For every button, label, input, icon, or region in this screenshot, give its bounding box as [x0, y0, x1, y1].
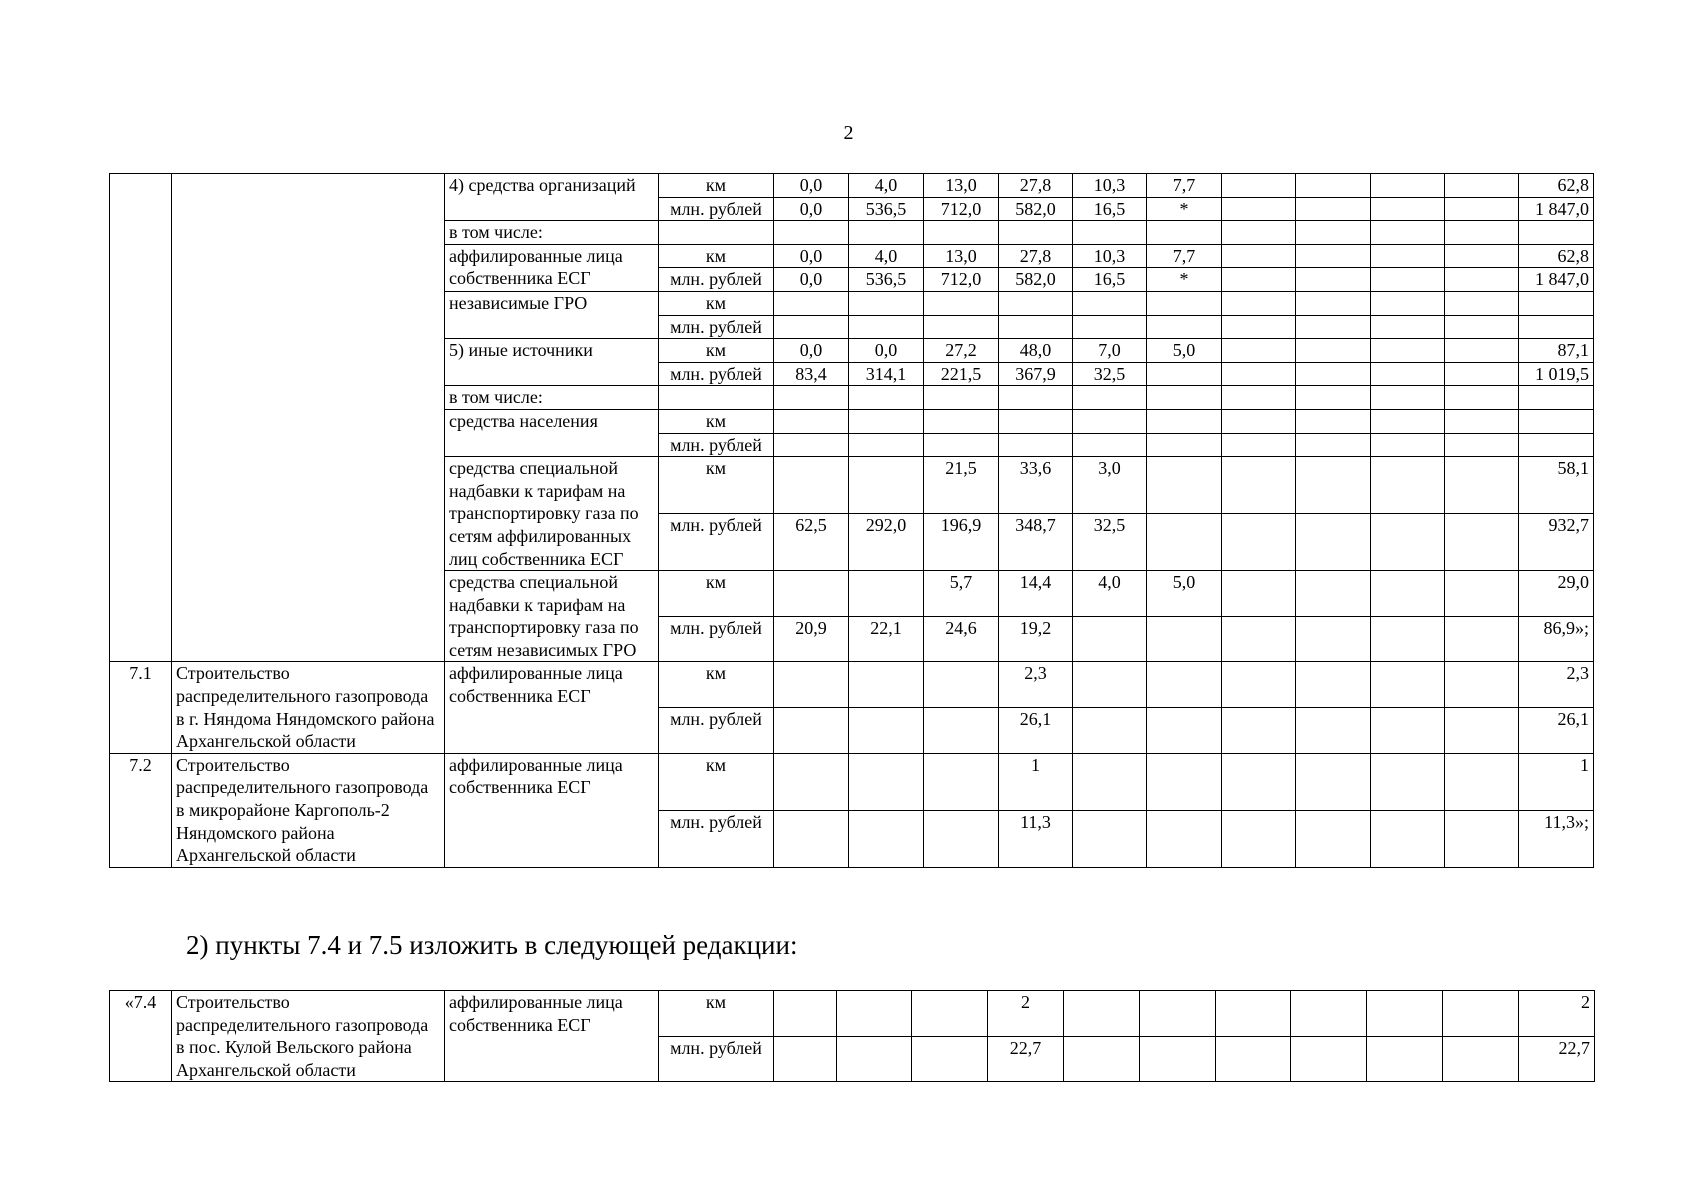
value-cell: [999, 409, 1073, 433]
value-cell: 0,0: [774, 174, 849, 198]
value-cell: [1371, 616, 1445, 662]
value-cell: [774, 810, 849, 867]
value-cell: [1296, 174, 1371, 198]
value-cell: [837, 1036, 912, 1082]
value-cell: [1147, 386, 1222, 410]
value-cell: [849, 291, 924, 315]
unit-km: км: [659, 291, 774, 315]
value-cell: [999, 291, 1073, 315]
unit-rub: млн. рублей: [659, 514, 774, 571]
value-cell: 83,4: [774, 362, 849, 386]
value-cell: [774, 386, 849, 410]
value-cell: [1147, 708, 1222, 754]
value-cell: [837, 991, 912, 1037]
value-cell: 0,0: [774, 197, 849, 221]
value-cell: [924, 662, 999, 708]
value-cell: [1296, 662, 1371, 708]
value-cell: [774, 991, 837, 1037]
value-cell: 24,6: [924, 616, 999, 662]
value-cell: 292,0: [849, 514, 924, 571]
value-cell: [1445, 409, 1519, 433]
value-cell: [849, 662, 924, 708]
value-cell: [1371, 810, 1445, 867]
value-cell: 7,7: [1147, 244, 1222, 268]
source-label: средства населения: [445, 409, 659, 456]
value-cell: [1445, 571, 1519, 617]
value-cell: [1216, 1036, 1291, 1082]
source-label: в том числе:: [445, 386, 659, 410]
value-cell: [774, 433, 849, 457]
value-cell: [1147, 433, 1222, 457]
value-cell: [924, 708, 999, 754]
value-cell: [1371, 362, 1445, 386]
value-cell: [849, 386, 924, 410]
value-cell: [1445, 386, 1519, 410]
item-name: Строительство распределительного газопровода в микрорайоне Каргополь-2 Няндомского района Архангельской области: [172, 753, 445, 867]
value-cell: [774, 571, 849, 617]
page-number: 2: [843, 122, 854, 144]
unit-km: км: [659, 174, 774, 198]
instruction-text: 2) пункты 7.4 и 7.5 изложить в следующей редакции:: [186, 930, 798, 960]
value-cell: [1222, 810, 1296, 867]
value-cell: [924, 291, 999, 315]
value-cell: [774, 221, 849, 245]
value-cell: [924, 315, 999, 339]
value-cell: [1073, 221, 1147, 245]
source-label: в том числе:: [445, 221, 659, 245]
value-cell: 1: [1519, 753, 1594, 810]
unit-rub: млн. рублей: [659, 197, 774, 221]
value-cell: 16,5: [1073, 268, 1147, 292]
value-cell: [912, 1036, 988, 1082]
value-cell: 932,7: [1519, 514, 1594, 571]
value-cell: [1296, 197, 1371, 221]
source-label: 5) иные источники: [445, 339, 659, 386]
unit-rub: млн. рублей: [659, 616, 774, 662]
value-cell: 582,0: [999, 268, 1073, 292]
value-cell: [912, 991, 988, 1037]
value-cell: 26,1: [999, 708, 1073, 754]
value-cell: 2,3: [999, 662, 1073, 708]
value-cell: 1 847,0: [1519, 268, 1594, 292]
value-cell: [1371, 708, 1445, 754]
value-cell: [1222, 514, 1296, 571]
value-cell: [1445, 514, 1519, 571]
value-cell: [1519, 409, 1594, 433]
value-cell: [1222, 244, 1296, 268]
source-label: средства специальной надбавки к тарифам на транспортировку газа по сетям независимых ГРО: [445, 571, 659, 662]
item-number-cell: [110, 174, 172, 662]
value-cell: 62,5: [774, 514, 849, 571]
value-cell: [1296, 315, 1371, 339]
value-cell: 712,0: [924, 197, 999, 221]
value-cell: [1296, 708, 1371, 754]
value-cell: [1140, 1036, 1216, 1082]
value-cell: [1222, 362, 1296, 386]
value-cell: [849, 571, 924, 617]
value-cell: [1519, 386, 1594, 410]
value-cell: 32,5: [1073, 362, 1147, 386]
value-cell: [1445, 362, 1519, 386]
value-cell: [774, 1036, 837, 1082]
value-cell: [1216, 991, 1291, 1037]
source-label: аффилированные лица собственника ЕСГ: [445, 991, 659, 1082]
source-label: независимые ГРО: [445, 291, 659, 338]
value-cell: [1147, 616, 1222, 662]
value-cell: 11,3»;: [1519, 810, 1594, 867]
value-cell: [1222, 753, 1296, 810]
unit-rub: млн. рублей: [659, 1036, 774, 1082]
value-cell: 13,0: [924, 174, 999, 198]
value-cell: *: [1147, 268, 1222, 292]
value-cell: 5,7: [924, 571, 999, 617]
value-cell: [1519, 315, 1594, 339]
value-cell: [1073, 753, 1147, 810]
value-cell: [1371, 433, 1445, 457]
value-cell: 27,8: [999, 174, 1073, 198]
value-cell: 2: [1519, 991, 1595, 1037]
value-cell: [1296, 616, 1371, 662]
value-cell: 11,3: [999, 810, 1073, 867]
value-cell: [1296, 362, 1371, 386]
value-cell: [849, 409, 924, 433]
value-cell: [924, 810, 999, 867]
value-cell: [1073, 409, 1147, 433]
value-cell: [1222, 708, 1296, 754]
value-cell: [1296, 810, 1371, 867]
value-cell: [1073, 386, 1147, 410]
table-row: [110, 991, 1595, 1037]
value-cell: 314,1: [849, 362, 924, 386]
value-cell: 87,1: [1519, 339, 1594, 363]
value-cell: 7,7: [1147, 174, 1222, 198]
value-cell: [1371, 315, 1445, 339]
value-cell: [1443, 1036, 1519, 1082]
value-cell: 48,0: [999, 339, 1073, 363]
value-cell: [1371, 174, 1445, 198]
unit-rub: млн. рублей: [659, 433, 774, 457]
unit-cell: [659, 221, 774, 245]
value-cell: [1147, 221, 1222, 245]
value-cell: [1296, 268, 1371, 292]
value-cell: [1222, 291, 1296, 315]
value-cell: [1147, 810, 1222, 867]
unit-km: км: [659, 571, 774, 617]
value-cell: [1371, 339, 1445, 363]
value-cell: [1222, 662, 1296, 708]
value-cell: [1222, 268, 1296, 292]
value-cell: [999, 386, 1073, 410]
value-cell: 2,3: [1519, 662, 1594, 708]
value-cell: [1371, 291, 1445, 315]
value-cell: 29,0: [1519, 571, 1594, 617]
item-number: 7.1: [110, 662, 172, 753]
value-cell: 4,0: [849, 244, 924, 268]
value-cell: 21,5: [924, 457, 999, 514]
value-cell: [1147, 753, 1222, 810]
value-cell: 5,0: [1147, 571, 1222, 617]
source-label: аффилированные лица собственника ЕСГ: [445, 753, 659, 867]
value-cell: [1445, 315, 1519, 339]
value-cell: 0,0: [774, 244, 849, 268]
value-cell: 5,0: [1147, 339, 1222, 363]
value-cell: [1445, 197, 1519, 221]
value-cell: [1147, 662, 1222, 708]
value-cell: 367,9: [999, 362, 1073, 386]
value-cell: [1371, 244, 1445, 268]
value-cell: [924, 221, 999, 245]
value-cell: 16,5: [1073, 197, 1147, 221]
value-cell: [1147, 514, 1222, 571]
unit-cell: [659, 386, 774, 410]
value-cell: [1296, 386, 1371, 410]
value-cell: [1519, 433, 1594, 457]
value-cell: [1371, 221, 1445, 245]
item-number: «7.4: [110, 991, 172, 1082]
value-cell: [1371, 753, 1445, 810]
value-cell: [1445, 457, 1519, 514]
value-cell: [1222, 339, 1296, 363]
value-cell: 0,0: [774, 268, 849, 292]
value-cell: 13,0: [924, 244, 999, 268]
value-cell: 4,0: [849, 174, 924, 198]
unit-km: км: [659, 662, 774, 708]
value-cell: [1445, 174, 1519, 198]
value-cell: [924, 386, 999, 410]
value-cell: [1073, 810, 1147, 867]
source-label: средства специальной надбавки к тарифам на транспортировку газа по сетям аффилированных лиц собственника ЕСГ: [445, 457, 659, 571]
value-cell: [1064, 991, 1140, 1037]
value-cell: 33,6: [999, 457, 1073, 514]
value-cell: [1296, 457, 1371, 514]
unit-rub: млн. рублей: [659, 362, 774, 386]
value-cell: 1 847,0: [1519, 197, 1594, 221]
value-cell: [1371, 268, 1445, 292]
unit-rub: млн. рублей: [659, 268, 774, 292]
item-number: 7.2: [110, 753, 172, 867]
value-cell: 0,0: [774, 339, 849, 363]
value-cell: [1073, 662, 1147, 708]
value-cell: [924, 409, 999, 433]
value-cell: 58,1: [1519, 457, 1594, 514]
value-cell: [1445, 662, 1519, 708]
value-cell: [774, 409, 849, 433]
value-cell: [1222, 409, 1296, 433]
value-cell: [1445, 753, 1519, 810]
value-cell: 27,2: [924, 339, 999, 363]
value-cell: [1296, 291, 1371, 315]
value-cell: 32,5: [1073, 514, 1147, 571]
value-cell: [1296, 409, 1371, 433]
item-name-cell: [172, 174, 445, 662]
value-cell: 582,0: [999, 197, 1073, 221]
value-cell: [1445, 616, 1519, 662]
unit-km: км: [659, 753, 774, 810]
unit-km: км: [659, 339, 774, 363]
value-cell: [1443, 991, 1519, 1037]
value-cell: 536,5: [849, 197, 924, 221]
value-cell: [1371, 409, 1445, 433]
value-cell: [1445, 268, 1519, 292]
value-cell: 1 019,5: [1519, 362, 1594, 386]
unit-km: км: [659, 991, 774, 1037]
value-cell: [1073, 433, 1147, 457]
value-cell: [774, 662, 849, 708]
value-cell: [1371, 571, 1445, 617]
value-cell: [1222, 174, 1296, 198]
value-cell: 22,7: [1519, 1036, 1595, 1082]
value-cell: [1371, 662, 1445, 708]
value-cell: [924, 433, 999, 457]
unit-rub: млн. рублей: [659, 708, 774, 754]
value-cell: [1222, 433, 1296, 457]
unit-rub: млн. рублей: [659, 810, 774, 867]
value-cell: [1222, 386, 1296, 410]
value-cell: [1519, 221, 1594, 245]
value-cell: [1445, 221, 1519, 245]
value-cell: [1445, 810, 1519, 867]
table-row: [110, 753, 1594, 810]
value-cell: 348,7: [999, 514, 1073, 571]
source-label: аффилированные лица собственника ЕСГ: [445, 244, 659, 291]
value-cell: [1073, 315, 1147, 339]
value-cell: [924, 753, 999, 810]
value-cell: [1147, 457, 1222, 514]
value-cell: [1371, 514, 1445, 571]
value-cell: 22,7: [988, 1036, 1064, 1082]
value-cell: [849, 457, 924, 514]
value-cell: [1296, 753, 1371, 810]
item-name: Строительство распределительного газопровода в пос. Кулой Вельского района Архангельской области: [172, 991, 445, 1082]
value-cell: 10,3: [1073, 174, 1147, 198]
value-cell: [1073, 708, 1147, 754]
value-cell: [1073, 291, 1147, 315]
value-cell: [1222, 315, 1296, 339]
source-label: 4) средства организаций: [445, 174, 659, 221]
value-cell: [1371, 197, 1445, 221]
value-cell: [1296, 571, 1371, 617]
value-cell: 1: [999, 753, 1073, 810]
value-cell: 536,5: [849, 268, 924, 292]
value-cell: 27,8: [999, 244, 1073, 268]
value-cell: [1073, 616, 1147, 662]
value-cell: 4,0: [1073, 571, 1147, 617]
value-cell: [999, 433, 1073, 457]
value-cell: 2: [988, 991, 1064, 1037]
value-cell: 0,0: [849, 339, 924, 363]
unit-km: км: [659, 457, 774, 514]
value-cell: 10,3: [1073, 244, 1147, 268]
item-name: Строительство распределительного газопровода в г. Няндома Няндомского района Архангельской области: [172, 662, 445, 753]
value-cell: [849, 708, 924, 754]
value-cell: [1147, 291, 1222, 315]
source-label: аффилированные лица собственника ЕСГ: [445, 662, 659, 753]
value-cell: [1519, 291, 1594, 315]
value-cell: *: [1147, 197, 1222, 221]
value-cell: [1147, 315, 1222, 339]
value-cell: [1222, 197, 1296, 221]
value-cell: [774, 457, 849, 514]
value-cell: [774, 291, 849, 315]
table-row: [110, 174, 1594, 198]
value-cell: 22,1: [849, 616, 924, 662]
value-cell: [1064, 1036, 1140, 1082]
value-cell: [849, 221, 924, 245]
value-cell: [1445, 433, 1519, 457]
table-row: [110, 662, 1594, 708]
value-cell: 7,0: [1073, 339, 1147, 363]
value-cell: [1147, 409, 1222, 433]
value-cell: [1296, 221, 1371, 245]
value-cell: [1371, 457, 1445, 514]
value-cell: [1222, 571, 1296, 617]
value-cell: [1445, 708, 1519, 754]
value-cell: 62,8: [1519, 174, 1594, 198]
value-cell: 196,9: [924, 514, 999, 571]
value-cell: [1222, 457, 1296, 514]
value-cell: [1296, 244, 1371, 268]
value-cell: [1371, 386, 1445, 410]
amendment-table: [109, 990, 1595, 1082]
value-cell: [999, 221, 1073, 245]
value-cell: [1147, 362, 1222, 386]
value-cell: 3,0: [1073, 457, 1147, 514]
financing-table: [109, 173, 1594, 868]
value-cell: [1291, 1036, 1367, 1082]
value-cell: 20,9: [774, 616, 849, 662]
value-cell: [1296, 339, 1371, 363]
value-cell: [1445, 291, 1519, 315]
value-cell: [1291, 991, 1367, 1037]
value-cell: [1445, 244, 1519, 268]
value-cell: [1367, 1036, 1443, 1082]
value-cell: [1296, 433, 1371, 457]
value-cell: [1445, 339, 1519, 363]
value-cell: 712,0: [924, 268, 999, 292]
value-cell: [849, 315, 924, 339]
value-cell: [849, 753, 924, 810]
value-cell: [774, 315, 849, 339]
value-cell: 26,1: [1519, 708, 1594, 754]
value-cell: [849, 810, 924, 867]
value-cell: 86,9»;: [1519, 616, 1594, 662]
value-cell: [849, 433, 924, 457]
value-cell: 19,2: [999, 616, 1073, 662]
value-cell: [1367, 991, 1443, 1037]
value-cell: [774, 708, 849, 754]
unit-km: км: [659, 409, 774, 433]
value-cell: [774, 753, 849, 810]
unit-rub: млн. рублей: [659, 315, 774, 339]
unit-km: км: [659, 244, 774, 268]
value-cell: 221,5: [924, 362, 999, 386]
value-cell: [1222, 221, 1296, 245]
value-cell: 62,8: [1519, 244, 1594, 268]
value-cell: [1296, 514, 1371, 571]
value-cell: [1140, 991, 1216, 1037]
value-cell: [999, 315, 1073, 339]
value-cell: [1222, 616, 1296, 662]
value-cell: 14,4: [999, 571, 1073, 617]
